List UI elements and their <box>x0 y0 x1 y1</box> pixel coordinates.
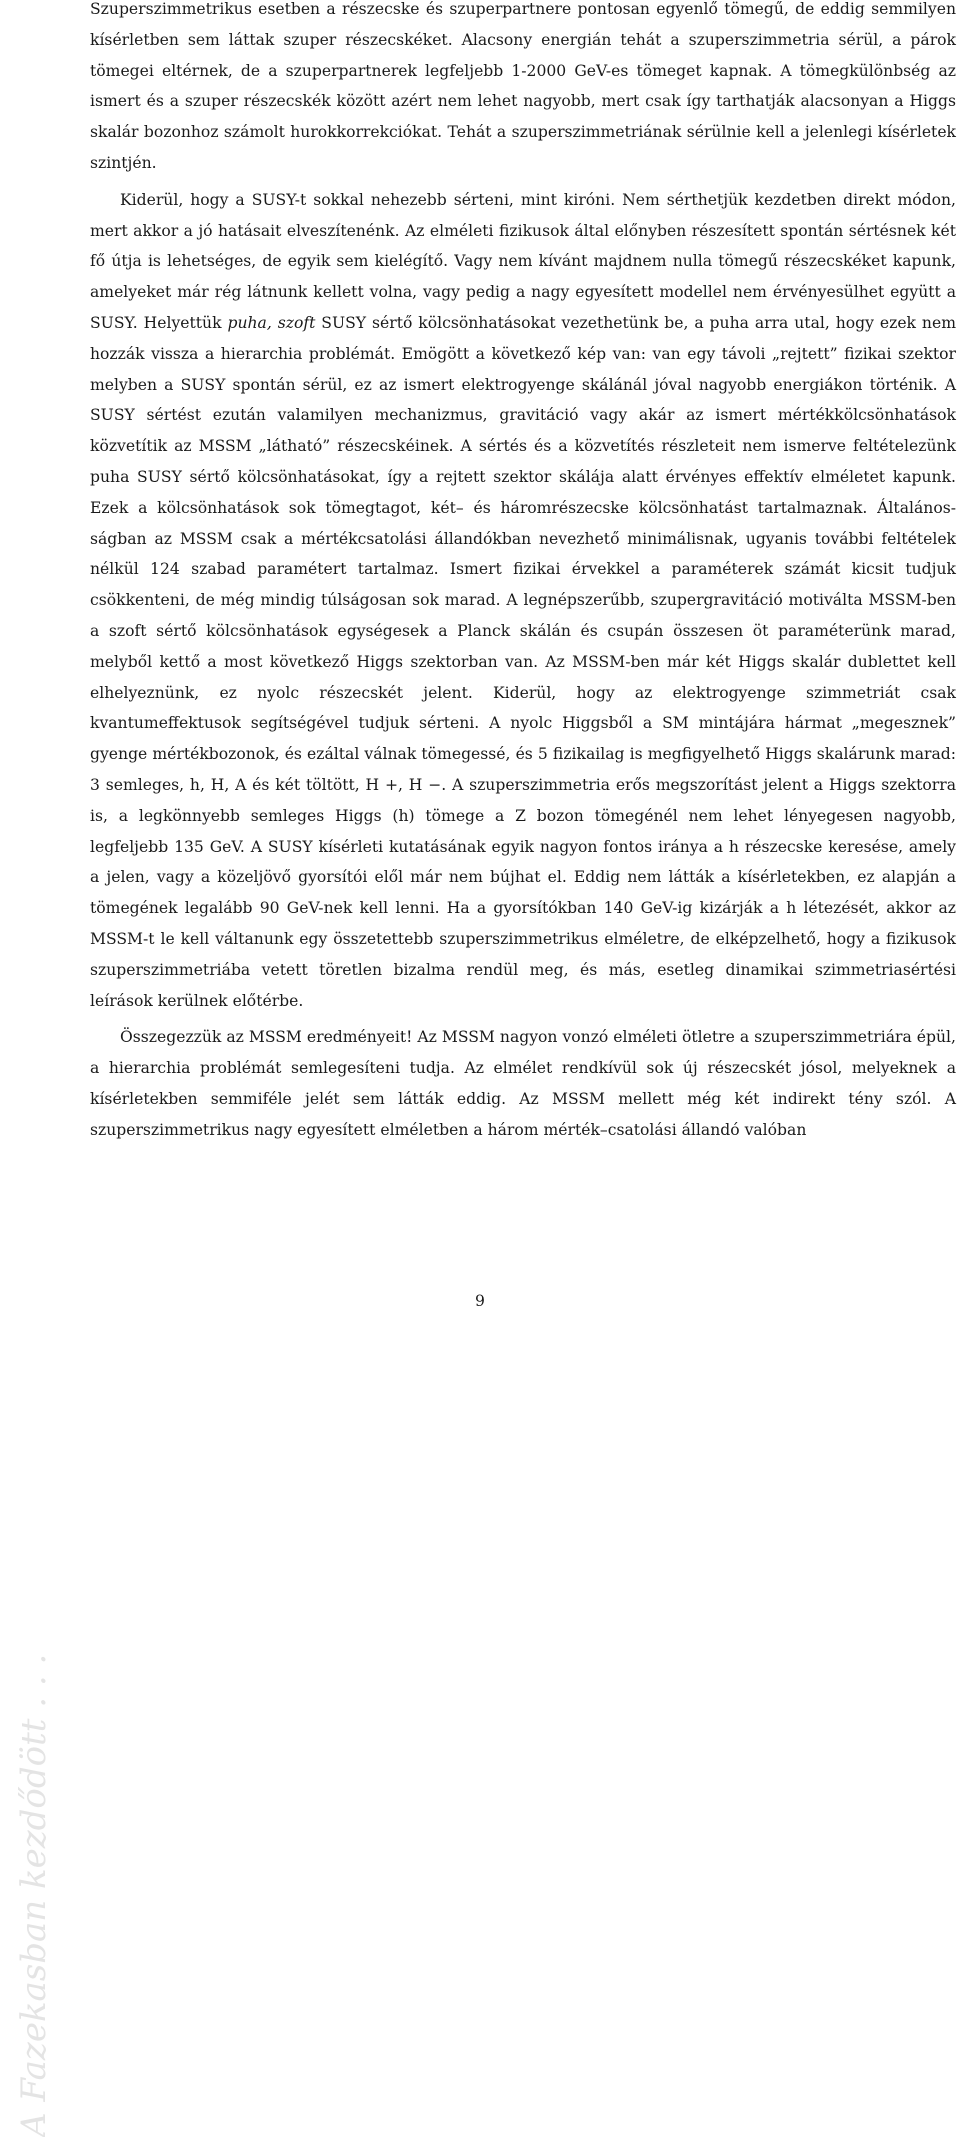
paragraph-2: Kiderül, hogy a SUSY-t sokkal nehezebb sérteni, mint kiróni. Nem sérthetjük kezdetben direkt módon, mert akkor a jó hatásait elveszítenénk. Az elméleti fizikusok által előnyben részesített spontán sértésnek két fő útja is lehetséges, de egyik sem kielégítő. Vagy nem kívánt majdnem nulla tömegű részecskéket kapunk, amelyeket már rég látnunk kellett volna, vagy pedig a nagy egyesített modellel nem érvényesülhet együtt a SUSY. Helyettük puha, szoft SUSY sértő kölcsönhatásokat vezethetünk be, a puha arra utal, hogy ezek nem hozzák vissza a hierarchia problémát. Emögött a következő kép van: van egy távoli „rejtett” fizikai szektor melyben a SUSY spontán sérül, ez az ismert elektrogyenge skálánál jóval nagyobb energiákon történik. A SUSY sértést ezután valamilyen mechanizmus, gravitáció vagy akár az ismert mértékkölcsönhatások közvetítik az MSSM „látható” részecskéinek. A sértés és a közvetítés részleteit nem ismerve feltételezünk puha SUSY sértő kölcsönhatásokat, így a rejtett szektor skálája alatt érvényes effektív elméletet kapunk. Ezek a kölcsönhatások sok tömegtagot, két– és háromrészecske kölcsönhatást tartalmaznak. Általánosságban az MSSM csak a mértékcsatolási állandókban nevezhető minimálisnak, ugyanis további feltételek nélkül 124 szabad paramétert tartalmaz. Ismert fizikai érvekkel a paraméterek számát kicsit tudjuk csökkenteni, de még mindig túlságosan sok marad. A legnépszerűbb, szupergravitáció motiválta MSSM-ben a szoft sértő kölcsönhatások egységesek a Planck skálán és csupán összesen öt paraméterünk marad, melyből kettő a most következő Higgs szektorban van. Az MSSM-ben már két Higgs skalár dublettet kell elhelyeznünk, ez nyolc részecskét jelent. Kiderül, hogy az elektrogyenge szimmetriát csak kvantumeffektusok segítségével tudjuk sérteni. A nyolc Higgsből a SM mintájára hármat „megesznek” gyenge mértékbozonok, és ezáltal válnak tömegessé, és 5 fizikailag is megfigyelhető Higgs skalárunk marad: 3 semleges, h, H, A és két töltött, H +, H −. A szuperszimmetria erős megszorítást jelent a Higgs szektorra is, a legkönnyebb semleges Higgs (h) tömege a Z bozon tömegénél nem lehet lényegesen nagyobb, legfeljebb 135 GeV. A SUSY kísérleti kutatásának egyik nagyon fontos iránya a h részecske keresése, amely a jelen, vagy a közeljövő gyorsítói elől már nem bújhat el. Eddig nem látták a kísérletekben, ez alapján a tömegének legalább 90 GeV-nek kell lenni. Ha a gyorsítókban 140 GeV-ig kizárják a h létezését, akkor az MSSM-t le kell váltanunk egy összetettebb szuperszimmetrikus elméletre, de elképzelhető, hogy a fizikusok szuperszimmetriába vetett töretlen bizalma rendül meg, és más, esetleg dinamikai szimmetriasértési leírások kerülnek előtérbe. <box>90 190 956 1010</box>
sidebar-watermark <box>8 429 60 2137</box>
sidebar-watermark-text: A Fazekasban kezdődött . . . <box>14 1653 54 2137</box>
page-number: 9 <box>475 1292 485 1310</box>
body-text <box>90 0 956 1151</box>
paragraph-3: Összegezzük az MSSM eredményeit! Az MSSM nagyon vonzó elméleti ötletre a szuperszimmetriára épül, a hierarchia problémát semlegesíteni tudja. Az elmélet rendkívül sok új részecskét jósol, melyeknek a kísérletekben semmiféle jelét sem látták eddig. Az MSSM mellett még két indirekt tény szól. A szuperszimmetrikus nagy egyesített elméletben a három mérték–csatolási állandó valóban <box>90 1028 956 1139</box>
emphasis-puha-szoft: puha, szoft <box>227 313 316 332</box>
paragraph-1: Szuperszimmetrikus esetben a részecske és szuperpartnere pontosan egyenlő tömegű, de eddig semmilyen kísérletben sem láttak szuper részecskéket. Alacsony energián tehát a szuperszimmetria sérül, a párok tömegei eltérnek, de a szuperpartnerek legfeljebb 1-2000 GeV-es tömeget kapnak. A tömegkülönbség az ismert és a szuper részecskék között azért nem lehet nagyobb, mert csak így tarthatják alacsonyan a Higgs skalár bozonhoz számolt hurokkorrekciókat. Tehát a szuperszimmetriának sérülnie kell a jelenlegi kísérletek szintjén. <box>90 0 956 172</box>
